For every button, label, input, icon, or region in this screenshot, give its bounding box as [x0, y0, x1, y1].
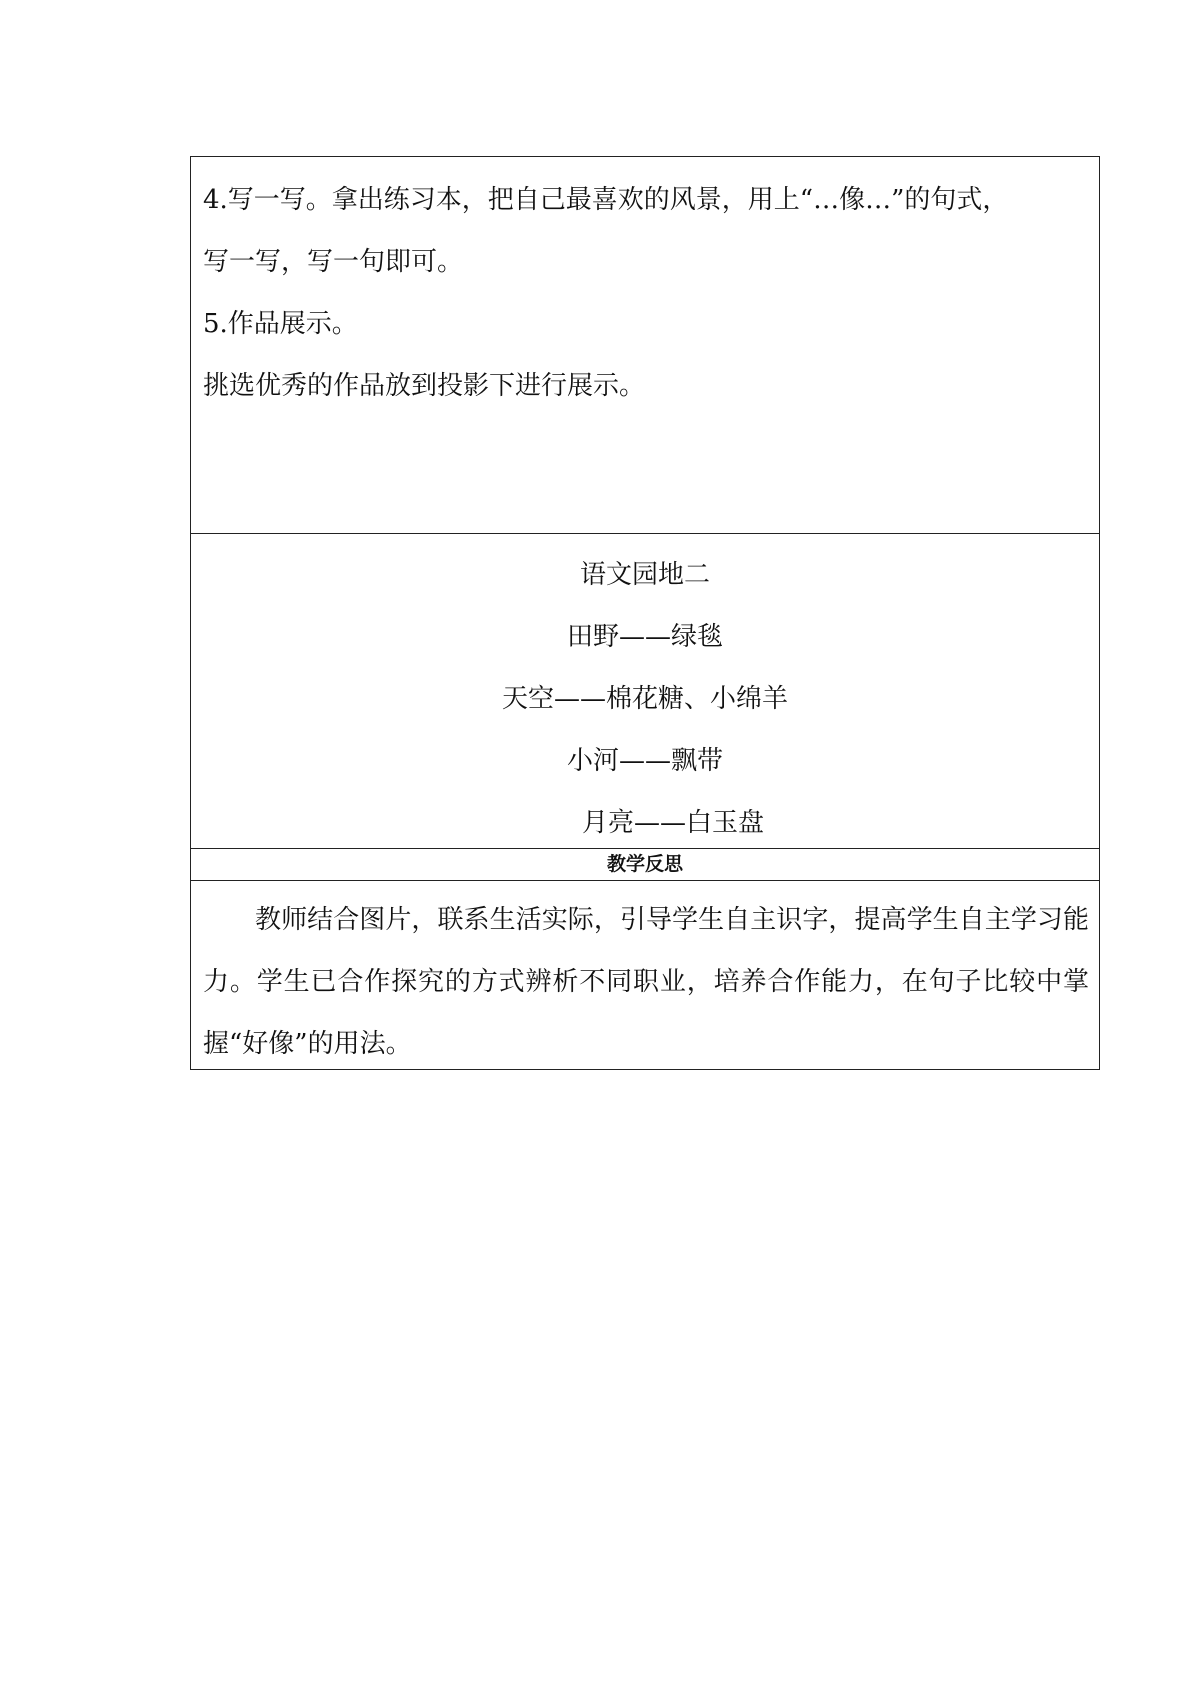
board-design-cell: [191, 534, 1099, 849]
step-5-text: 5.作品展示。: [203, 309, 358, 339]
reflection-cell: [191, 881, 1099, 1069]
step-4-continued: 写一写，写一句即可。: [203, 247, 464, 277]
lesson-table: [190, 156, 1100, 1070]
steps-cell: [191, 157, 1099, 534]
board-title: 语文园地二: [579, 560, 710, 590]
board-item-river: 小河——飘带: [566, 746, 723, 776]
step-5-detail: 挑选优秀的作品放到投影下进行展示。: [203, 371, 646, 401]
board-item-sky: 天空——棉花糖、小绵羊: [501, 684, 788, 714]
step-4-text: 4.写一写。拿出练习本，把自己最喜欢的风景，用上“…像…”的句式，: [203, 185, 1009, 215]
board-item-moon: 月亮——白玉盘: [581, 808, 764, 838]
reflection-heading: 教学反思: [191, 849, 1099, 881]
board-item-field: 田野——绿毯: [566, 622, 723, 652]
reflection-text: 教师结合图片，联系生活实际，引导学生自主识字，提高学生自主学习能力。学生已合作探究的方式辨析不同职业，培养合作能力，在句子比较中掌握“好像”的用法。: [203, 905, 1089, 1059]
